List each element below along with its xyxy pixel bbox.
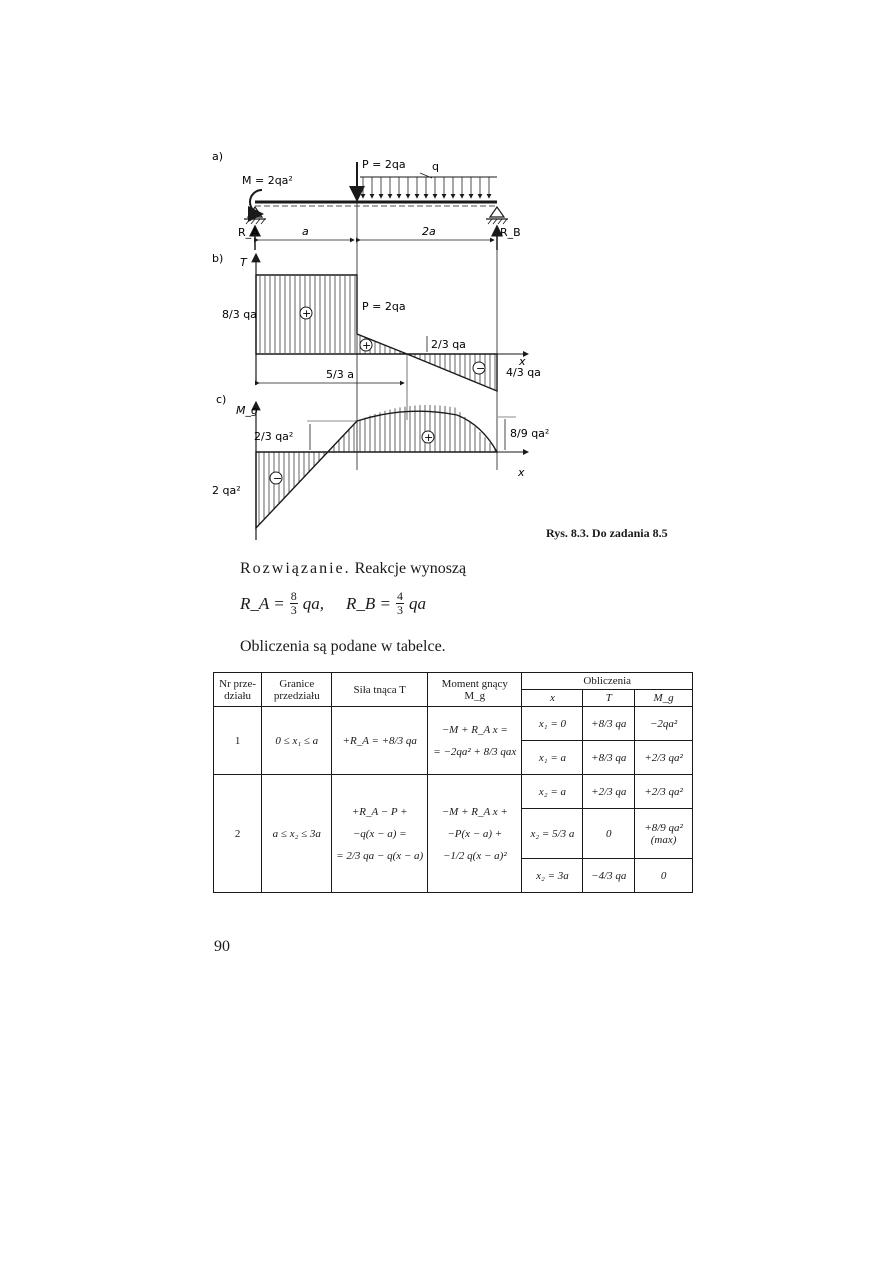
row1-shear: +R_A = +8/3 qa: [332, 707, 428, 775]
support-b: [486, 207, 508, 224]
page-number: 90: [214, 938, 230, 955]
row2-calc2-x: x₂ = 5/3 a: [522, 809, 583, 859]
row1-calc2-t: +8/3 qa: [583, 741, 635, 775]
label-zero-pos: 5/3 a: [326, 368, 354, 381]
row1-bounds: 0 ≤ x₁ ≤ a: [262, 707, 332, 775]
row2-shear: +R_A − P + −q(x − a) = = 2/3 qa − q(x − a): [332, 775, 428, 893]
figure-caption: Rys. 8.3. Do zadania 8.5: [546, 526, 668, 540]
label-q: q: [432, 160, 439, 173]
beam-figure: [0, 0, 893, 560]
beam: [255, 202, 497, 206]
row2-calc2-t: 0: [583, 809, 635, 859]
label-rb: R_B: [500, 226, 521, 239]
label-m-left: 2 qa²: [212, 484, 241, 497]
moment-plus: +: [424, 431, 434, 444]
distributed-load: [360, 177, 497, 198]
label-a: a): [212, 150, 224, 163]
row1-calc1-t: +8/3 qa: [583, 707, 635, 741]
row1-calc2-mg: +2/3 qa²: [635, 741, 693, 775]
header-calc: Obliczenia: [522, 673, 693, 690]
row2-calc2-mg: +8/9 qa² (max): [635, 809, 693, 859]
label-c: c): [216, 393, 227, 406]
row2-calc1-t: +2/3 qa: [583, 775, 635, 809]
row1-calc1-mg: −2qa²: [635, 707, 693, 741]
reactions-equation: [240, 590, 426, 617]
header-bounds: Granice przedziału: [262, 673, 332, 707]
label-t-small: 2/3 qa: [431, 338, 466, 351]
row2-calc1-mg: +2/3 qa²: [635, 775, 693, 809]
row1-calc1-x: x₁ = 0: [522, 707, 583, 741]
header-shear: Siła tnąca T: [332, 673, 428, 707]
header-mg: M_g: [635, 690, 693, 707]
ra-lhs: R_A =: [240, 593, 285, 613]
label-ra: R_A: [238, 226, 259, 239]
rb-fraction: $\frac{4}{3}$: [396, 589, 403, 617]
label-force: P = 2qa: [362, 158, 406, 171]
row2-calc3-x: x₂ = 3a: [522, 859, 583, 893]
row1-moment: −M + R_A x = = −2qa² + 8/3 qax: [428, 707, 522, 775]
shear-plus-1: +: [302, 307, 312, 320]
label-b: b): [212, 252, 224, 265]
row1-calc2-x: x₁ = a: [522, 741, 583, 775]
label-t-jump: P = 2qa: [362, 300, 406, 313]
header-x: x: [522, 690, 583, 707]
header-moment: Moment gnący M_g: [428, 673, 522, 707]
label-span1: a: [302, 225, 309, 238]
calc-note: Obliczenia są podane w tabelce.: [240, 638, 446, 655]
label-t-left: 8/3 qa: [222, 308, 257, 321]
row2-moment: −M + R_A x + −P(x − a) + −1/2 q(x − a)²: [428, 775, 522, 893]
label-moment-x: x: [518, 466, 525, 479]
row2-calc3-mg: 0: [635, 859, 693, 893]
header-t: T: [583, 690, 635, 707]
row2-bounds: a ≤ x₂ ≤ 3a: [262, 775, 332, 893]
moment-diagram: [256, 405, 497, 528]
shear-plus-2: +: [362, 339, 372, 352]
ra-fraction: $\frac{8}{3}$: [290, 589, 297, 617]
label-shear-x: x: [519, 355, 526, 368]
row1-nr: 1: [214, 707, 262, 775]
ra-tail: qa,: [302, 593, 324, 613]
rb-lhs: R_B =: [345, 593, 391, 613]
label-m-max: 8/9 qa²: [510, 427, 550, 440]
row2-calc1-x: x₂ = a: [522, 775, 583, 809]
solution-word: Rozwiązanie.: [240, 560, 351, 577]
label-m-mid: 2/3 qa²: [254, 430, 294, 443]
solution-rest: Reakcje wynoszą: [354, 560, 467, 577]
calculation-table: [213, 672, 693, 893]
row2-calc3-t: −4/3 qa: [583, 859, 635, 893]
solution-line: [240, 560, 466, 578]
shear-diagram: [256, 275, 497, 391]
label-mg-axis: M_g: [236, 404, 258, 417]
label-t-right: 4/3 qa: [506, 366, 541, 379]
header-nr: Nr prze-działu: [214, 673, 262, 707]
support-a: [244, 207, 266, 224]
label-t-axis: T: [240, 256, 247, 269]
rb-tail: qa: [408, 593, 426, 613]
shear-minus: −: [476, 362, 486, 375]
moment-minus: −: [273, 472, 283, 485]
label-moment: M = 2qa²: [242, 174, 293, 187]
label-span2: 2a: [422, 225, 436, 238]
row2-nr: 2: [214, 775, 262, 893]
